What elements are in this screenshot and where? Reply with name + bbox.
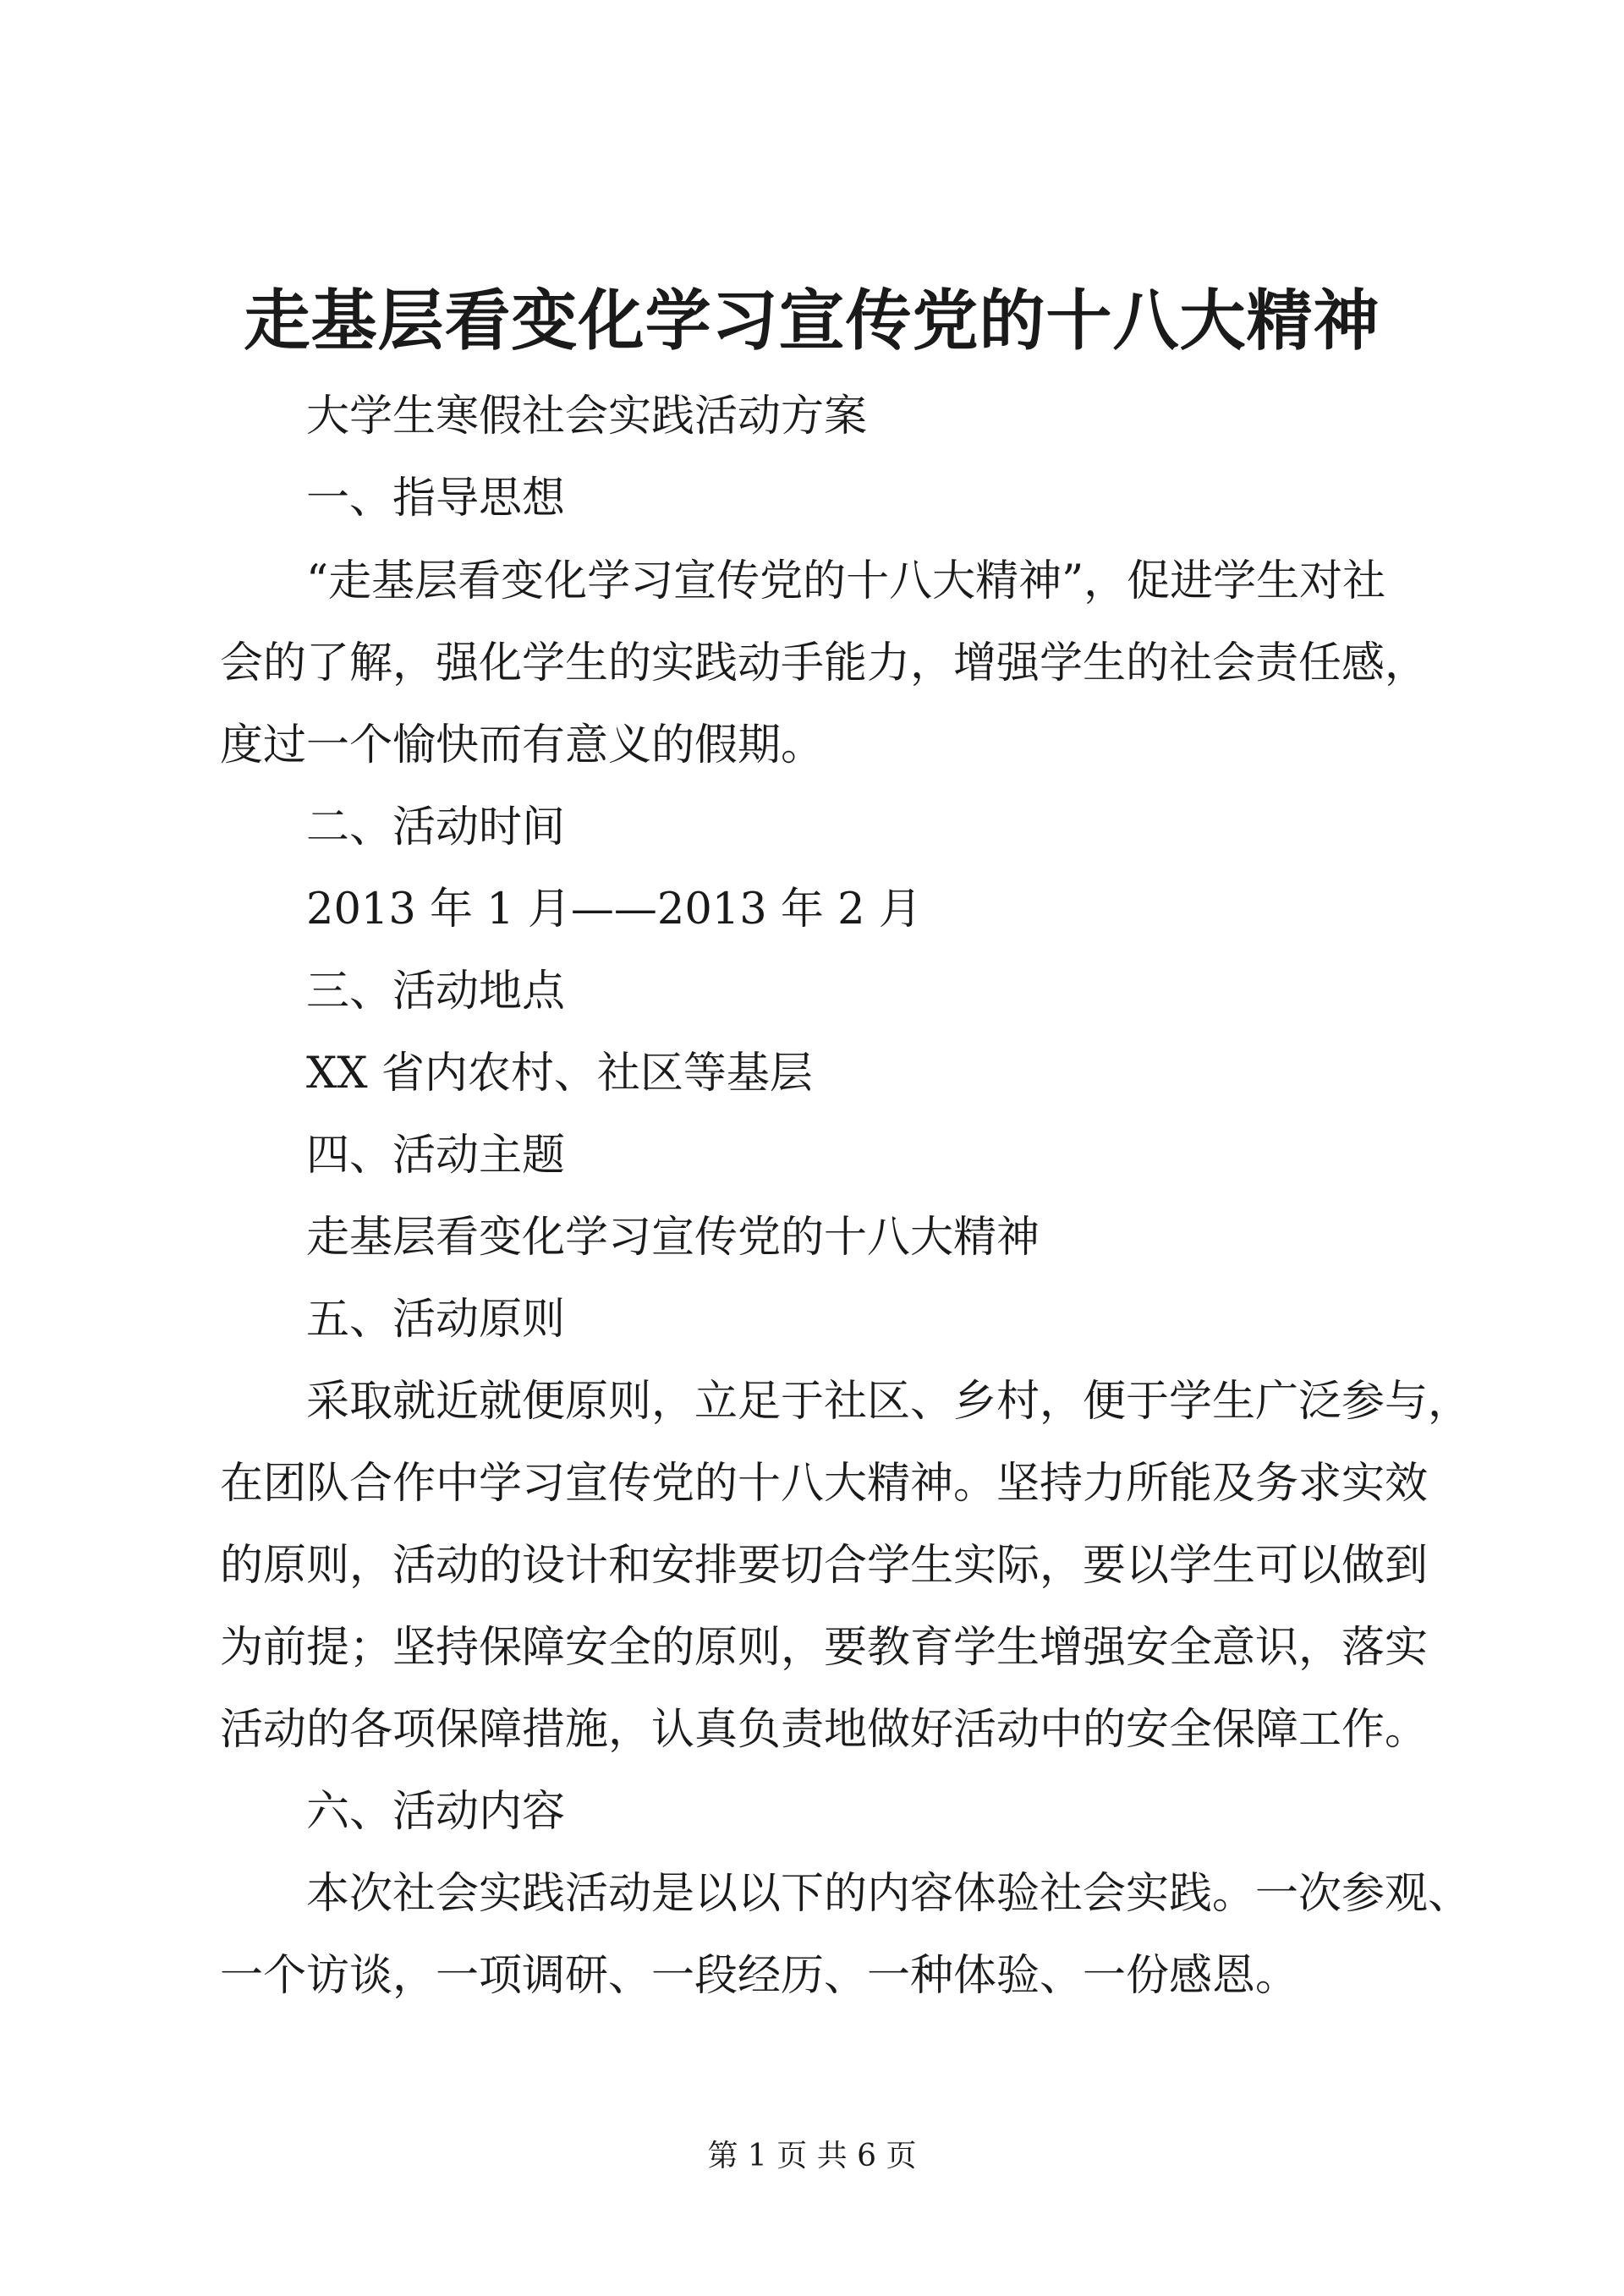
paragraph-line: 会的了解，强化学生的实践动手能力，增强学生的社会责任感， — [220, 638, 1429, 688]
paragraph-line: 的原则，活动的设计和安排要切合学生实际，要以学生可以做到 — [220, 1541, 1429, 1591]
section-heading-guiding-thought: 一、指导思想 — [306, 474, 566, 523]
page-number-footer: 第 1 页 共 6 页 — [707, 2139, 917, 2173]
paragraph-line: 一个访谈，一项调研、一段经历、一种体验、一份感恩。 — [220, 1951, 1299, 2001]
activity-location-text: XX 省内农村、社区等基层 — [306, 1049, 813, 1099]
section-heading-activity-theme: 四、活动主题 — [306, 1131, 566, 1181]
section-heading-activity-principles: 五、活动原则 — [306, 1295, 566, 1345]
section-heading-activity-content: 六、活动内容 — [306, 1787, 566, 1837]
paragraph-line: 活动的各项保障措施，认真负责地做好活动中的安全保障工作。 — [220, 1705, 1429, 1755]
paragraph-line: 本次社会实践活动是以以下的内容体验社会实践。一次参观、 — [306, 1869, 1472, 1919]
paragraph-line: “走基层看变化学习宣传党的十八大精神”，促进学生对社 — [306, 556, 1386, 606]
document-title: 走基层看变化学习宣传党的十八大精神 — [244, 282, 1380, 359]
paragraph-line: 为前提；坚持保障安全的原则，要教育学生增强安全意识，落实 — [220, 1623, 1429, 1673]
section-heading-activity-location: 三、活动地点 — [306, 967, 566, 1016]
paragraph-line: 在团队合作中学习宣传党的十八大精神。坚持力所能及务求实效 — [220, 1459, 1429, 1509]
paragraph-line: 度过一个愉快而有意义的假期。 — [220, 721, 825, 770]
paragraph-line: 采取就近就便原则，立足于社区、乡村，便于学生广泛参与， — [306, 1377, 1472, 1427]
activity-theme-text: 走基层看变化学习宣传党的十八大精神 — [306, 1213, 1040, 1263]
section-heading-activity-time: 二、活动时间 — [306, 803, 566, 852]
document-subtitle: 大学生寒假社会实践活动方案 — [306, 392, 868, 441]
activity-time-text: 2013 年 1 月——2013 年 2 月 — [306, 885, 922, 934]
